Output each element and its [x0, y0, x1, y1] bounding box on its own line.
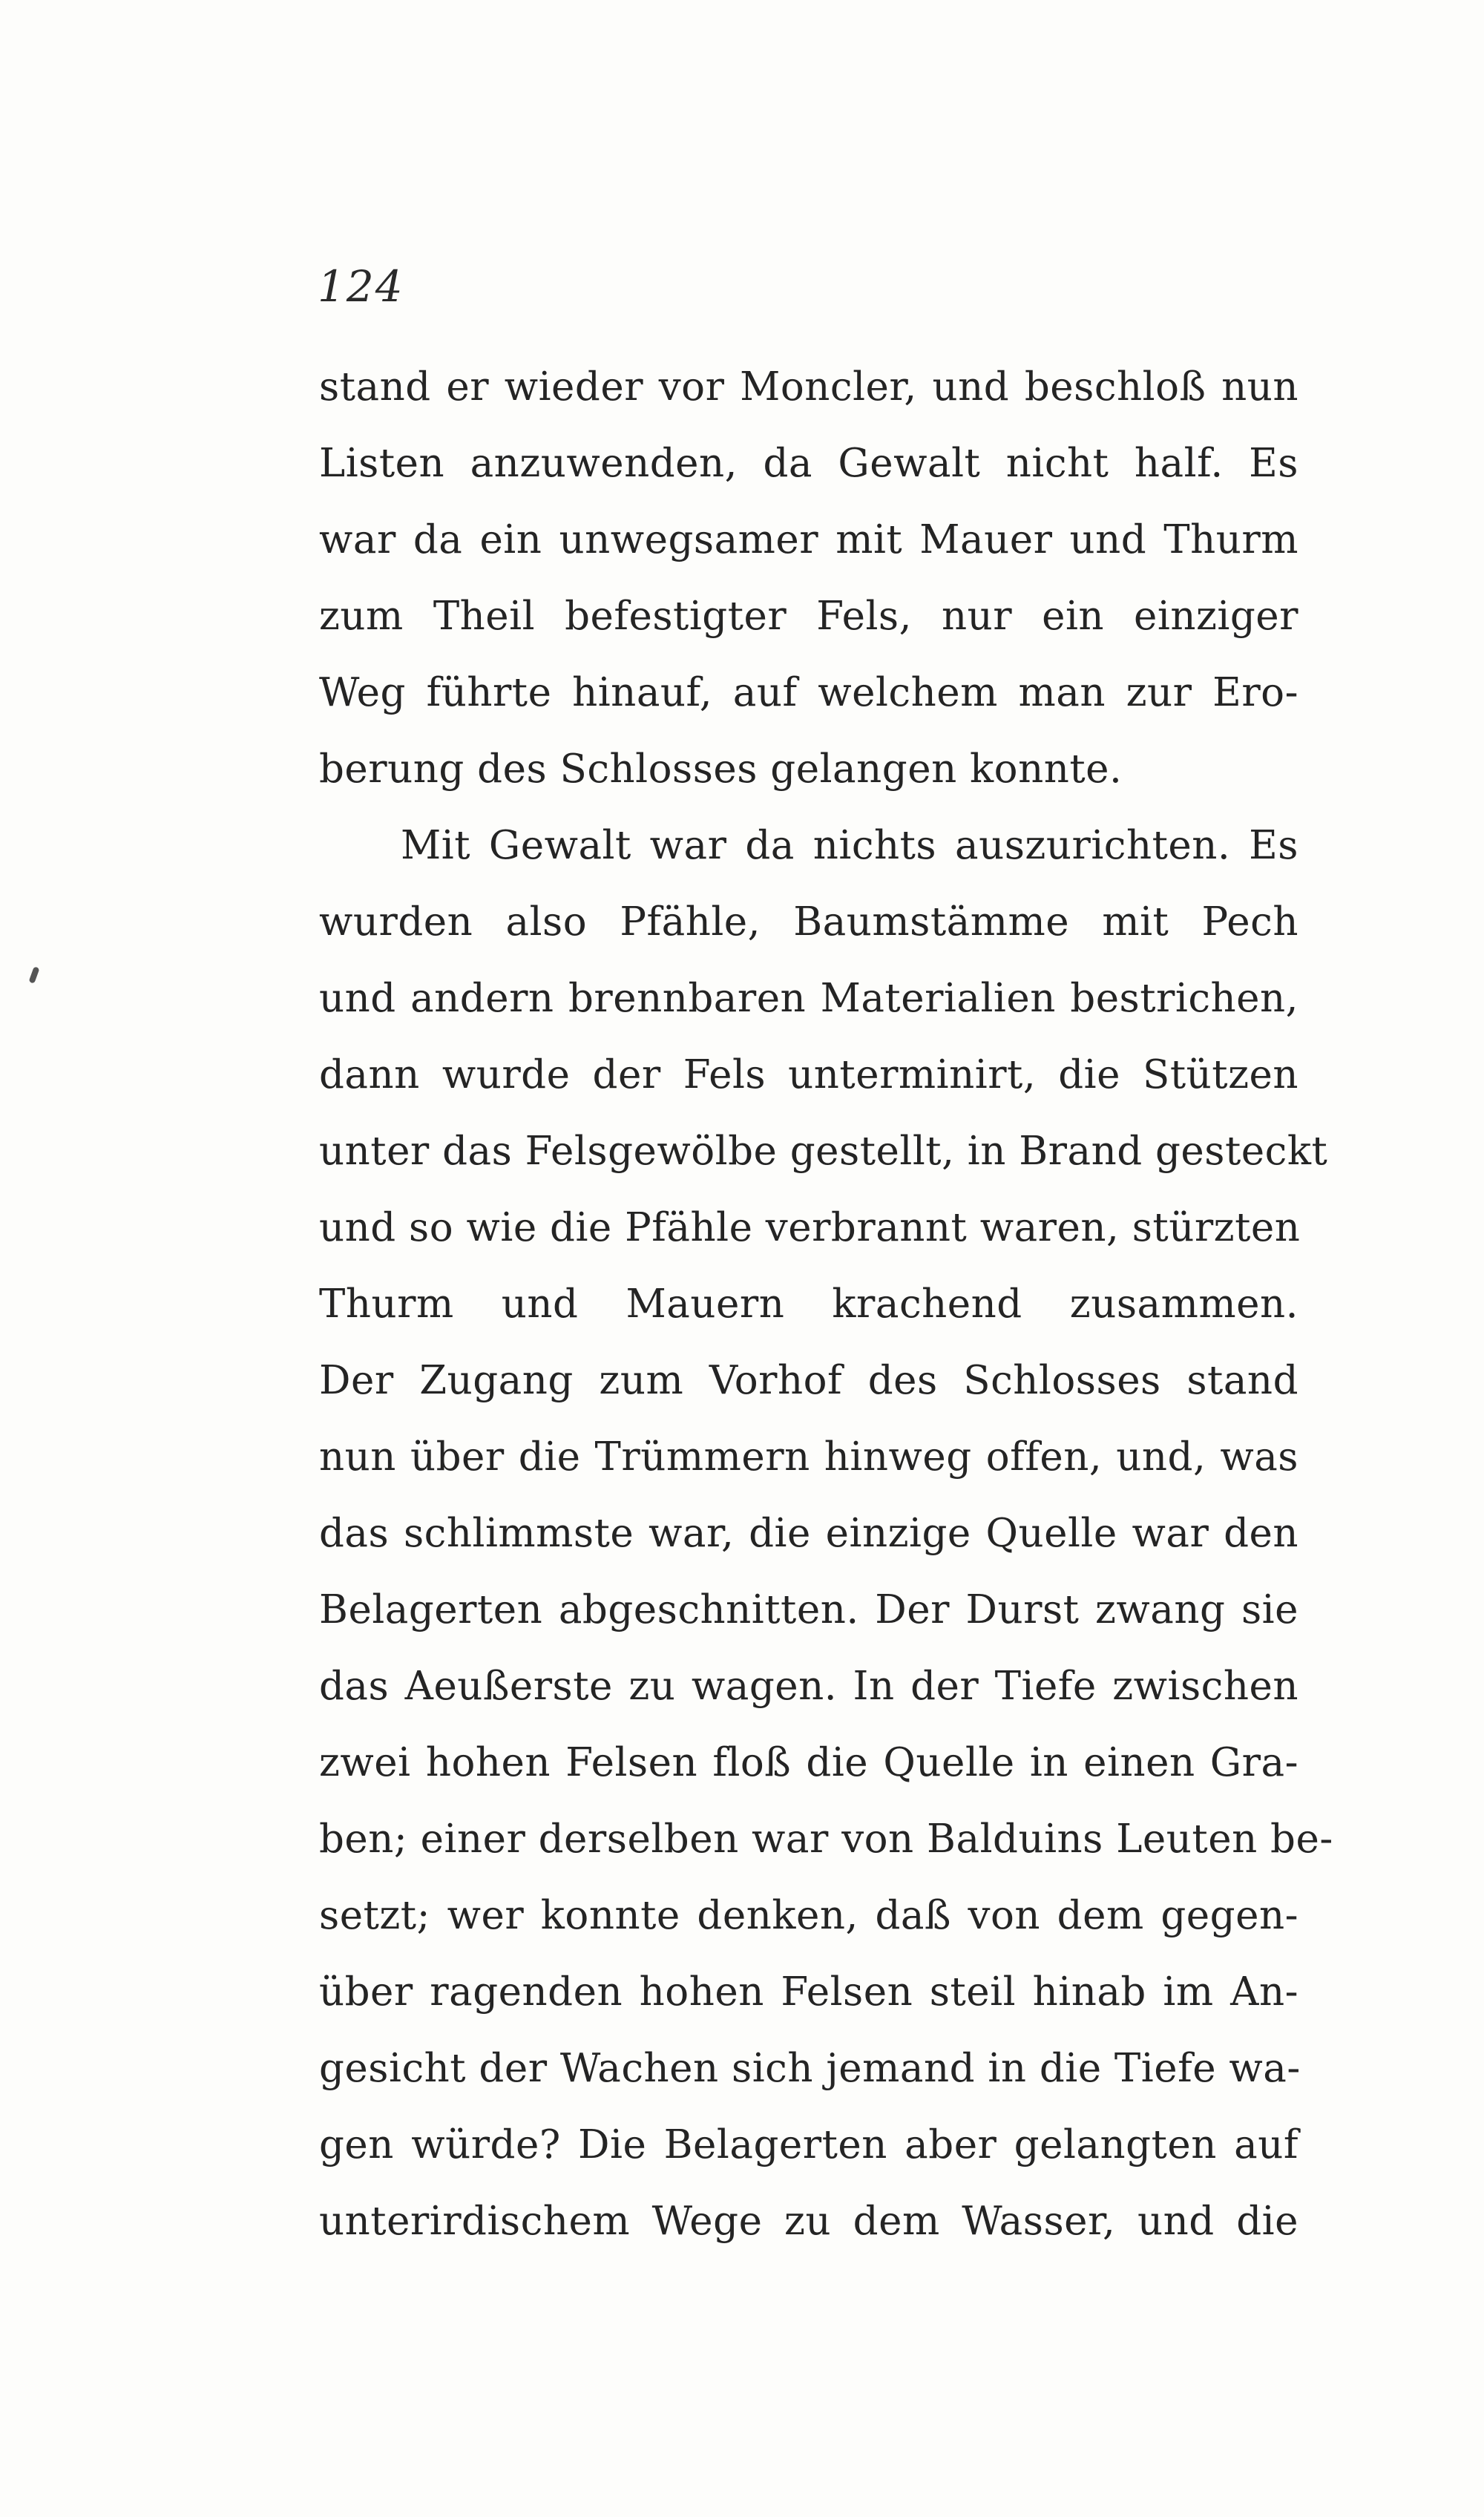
- text-line: unter das Felsgewölbe gestellt, in Brand gesteckt: [319, 1129, 1328, 1174]
- margin-ink-mark: [28, 966, 39, 983]
- text-line: das Aeußerste zu wagen. In der Tiefe zwischen: [319, 1664, 1298, 1709]
- text-line: Weg führte hinauf, auf welchem man zur Ero-: [319, 670, 1298, 715]
- text-line: das schlimmste war, die einzige Quelle war den: [319, 1511, 1298, 1556]
- text-line: zwei hohen Felsen floß die Quelle in einen Gra-: [319, 1740, 1298, 1785]
- text-line: Listen anzuwenden, da Gewalt nicht half. Es: [319, 441, 1298, 486]
- text-line: Thurm und Mauern krachend zusammen.: [319, 1282, 1298, 1327]
- text-line: gesicht der Wachen sich jemand in die Tiefe wa-: [319, 2046, 1301, 2091]
- text-line: Belagerten abgeschnitten. Der Durst zwang sie: [319, 1587, 1298, 1632]
- text-line: berung des Schlosses gelangen konnte.: [319, 746, 1123, 792]
- text-line: und so wie die Pfähle verbrannt waren, stürzten: [319, 1205, 1301, 1250]
- text-line: und andern brennbaren Materialien bestrichen,: [319, 976, 1298, 1021]
- body-text: [319, 349, 1333, 2260]
- paragraph-start-line: Mit Gewalt war da nichts auszurichten. Es: [401, 823, 1298, 868]
- text-line: Der Zugang zum Vorhof des Schlosses stand: [319, 1358, 1298, 1403]
- text-line: zum Theil befestigter Fels, nur ein einziger: [319, 594, 1298, 639]
- text-line: ben; einer derselben war von Balduins Leuten be-: [319, 1817, 1333, 1862]
- text-line: stand er wieder vor Moncler, und beschloß nun: [319, 364, 1298, 410]
- text-line: wurden also Pfähle, Baumstämme mit Pech: [319, 899, 1298, 945]
- text-line: unterirdischem Wege zu dem Wasser, und die: [319, 2199, 1298, 2244]
- text-line: über ragenden hohen Felsen steil hinab im An-: [319, 1969, 1298, 2015]
- text-line: war da ein unwegsamer mit Mauer und Thurm: [319, 517, 1298, 562]
- page-number: 124: [318, 261, 404, 312]
- text-line: gen würde? Die Belagerten aber gelangten auf: [319, 2122, 1298, 2167]
- text-line: setzt; wer konnte denken, daß von dem gegen-: [319, 1893, 1298, 1938]
- text-line: nun über die Trümmern hinweg offen, und, was: [319, 1434, 1298, 1480]
- text-line: dann wurde der Fels unterminirt, die Stützen: [319, 1052, 1298, 1097]
